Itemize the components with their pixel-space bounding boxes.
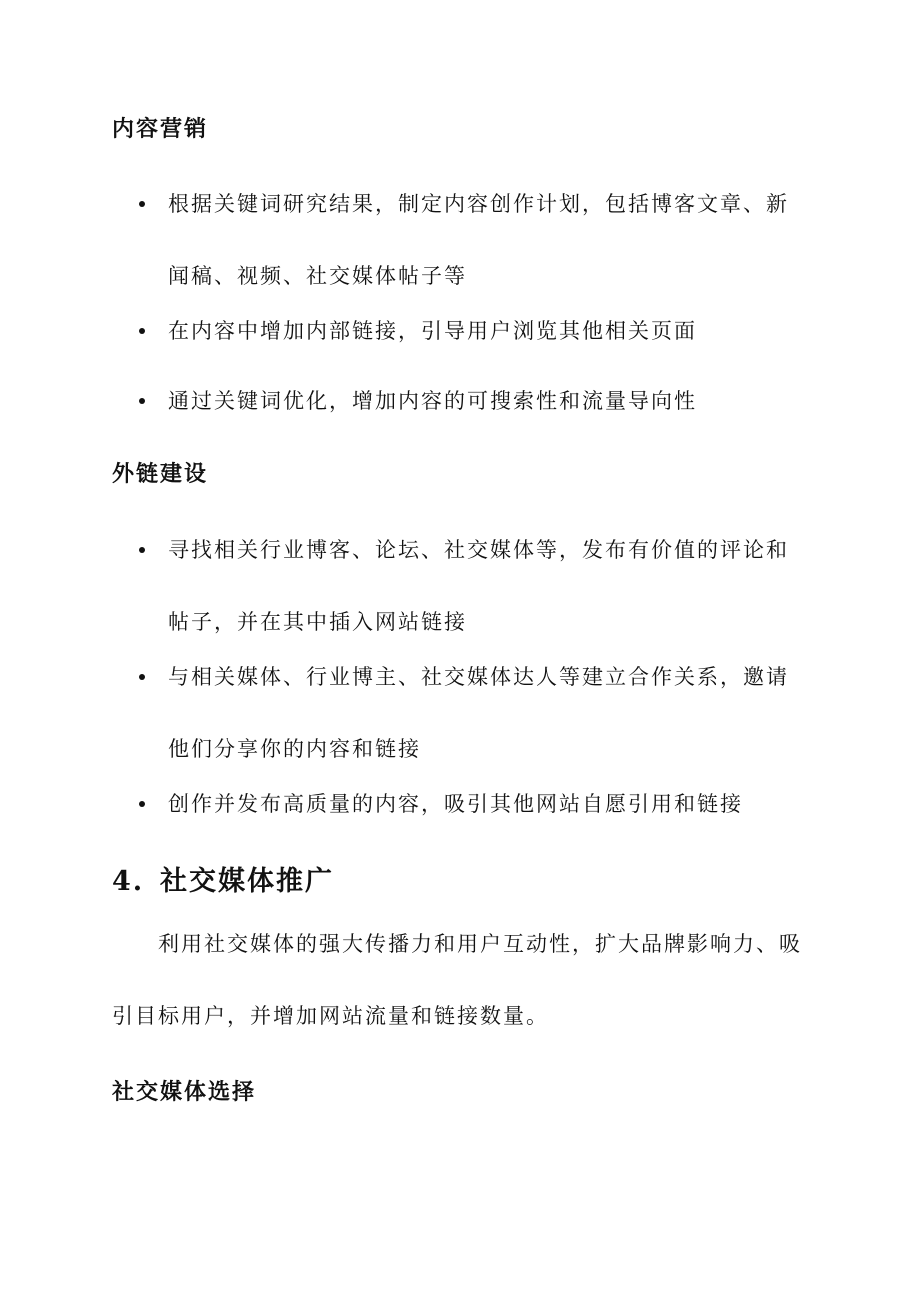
subheading-content-marketing: 内容营销	[112, 116, 209, 142]
subheading-social-media-selection: 社交媒体选择	[112, 1079, 257, 1105]
list-item-text: 根据关键词研究结果，制定内容创作计划，包括博客文章、新闻稿、视频、社交媒体帖子等	[168, 192, 789, 288]
list-item-text: 创作并发布高质量的内容，吸引其他网站自愿引用和链接	[168, 792, 743, 816]
section-title	[112, 864, 334, 900]
section-number: 4.	[112, 866, 145, 897]
list-item-text: 在内容中增加内部链接，引导用户浏览其他相关页面	[168, 319, 697, 343]
bullet-icon	[139, 398, 145, 404]
list-item-text: 与相关媒体、行业博主、社交媒体达人等建立合作关系，邀请他们分享你的内容和链接	[168, 665, 789, 761]
section-title-text: 社交媒体推广	[160, 866, 334, 897]
bullet-icon	[139, 547, 145, 553]
subheading-link-building: 外链建设	[112, 461, 209, 487]
list-item-text: 寻找相关行业博客、论坛、社交媒体等，发布有价值的评论和帖子，并在其中插入网站链接	[168, 538, 789, 634]
bullet-icon	[139, 328, 145, 334]
section-paragraph: 利用社交媒体的强大传播力和用户互动性，扩大品牌影响力、吸引目标用户，并增加网站流量和链接数量。	[112, 932, 802, 1028]
bullet-icon	[139, 201, 145, 207]
list-item-text: 通过关键词优化，增加内容的可搜索性和流量导向性	[168, 389, 697, 413]
bullet-icon	[139, 801, 145, 807]
bullet-icon	[139, 674, 145, 680]
